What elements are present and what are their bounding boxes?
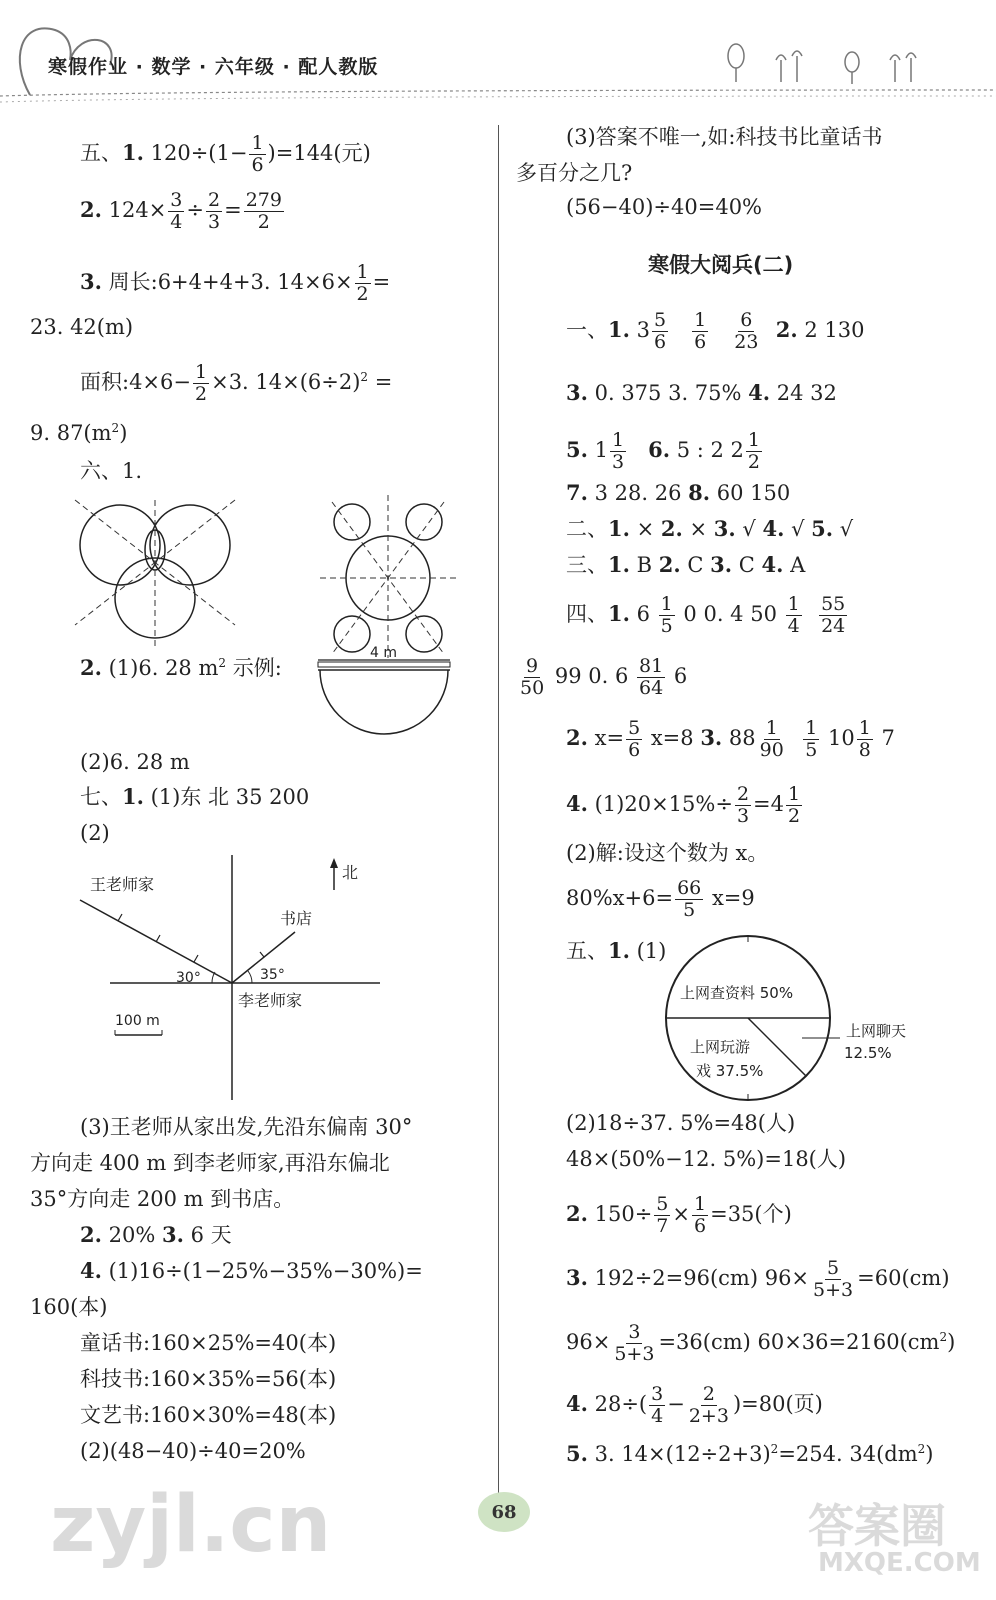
header-title: 寒假作业 · 数学 · 六年级 · 配人教版	[48, 56, 379, 78]
answer-r-1-3: 3. 0. 375 3. 75% 4. 24 32	[566, 380, 837, 405]
angle-35-label: 35°	[260, 967, 285, 983]
answer-7-1-2: (2)	[80, 821, 110, 845]
pie-label-games-pct: 戏 37.5%	[696, 1062, 764, 1080]
column-divider	[498, 125, 499, 1530]
answer-r-4-4: 4. (1)20×15%÷ $\frac{2}{3}$ =4 $\frac{1}{2}$	[566, 783, 801, 827]
answer-7-4-2: (2)(48−40)÷40=20%	[80, 1439, 306, 1463]
semicircle-length-label: 4 m	[370, 645, 397, 661]
answer-r-4-1: 四、1. 6 $\frac{1}{5}$ 0 0. 4 50 $\frac{1}{4}$ $\frac{55}{24}$	[566, 593, 846, 637]
bookstore-label: 书店	[280, 909, 313, 928]
answer-r-5-3: 3. 192÷2=96(cm) 96× $\frac{5}{5+3}$ =60(cm)	[566, 1257, 950, 1301]
answer-5-3: 3. 周长:6+4+4+3. 14×6× $\frac{1}{2}$ =	[80, 261, 391, 305]
answer-r-1-5: 5. 1 $\frac{1}{3}$ 6. 5 : 2 2 $\frac{1}{2}$	[566, 429, 760, 473]
pie-label-games: 上网玩游	[690, 1038, 751, 1056]
answer-r-5-3-b: 96× $\frac{3}{5+3}$ =36(cm) $60\times 36=2160(cm^2)$	[566, 1321, 956, 1365]
answer-6-2: 2. (1)6. 28 $m^2$ 示例:	[80, 655, 282, 680]
watermark-mxqe: 答案圈	[808, 1499, 946, 1553]
answer-r-3-line3: (56−40)÷40=40%	[566, 195, 763, 219]
answer-r-5-1: 五、1. (1)	[566, 938, 667, 963]
answer-r-5-4: 4. 28÷( $\frac{3}{4}$ − $\frac{2}{2+3}$ )=80(页)	[566, 1383, 823, 1427]
answer-r-3-line2: 多百分之几?	[516, 161, 633, 185]
pie-label-chat-pct: 12.5%	[844, 1044, 892, 1062]
watermark-zyjl: zyjl.cn	[50, 1480, 332, 1570]
answer-r-5-2: 2. 150÷ $\frac{5}{7}$ × $\frac{1}{6}$ =35(个)	[566, 1193, 792, 1237]
answer-r-2: 二、1. × 2. × 3. √ 4. √ 5. √	[566, 516, 854, 541]
angle-30-label: 30°	[176, 970, 201, 986]
watermark-mxqe-url: MXQE.COM	[818, 1548, 981, 1578]
answer-r-3: 三、1. B 2. C 3. C 4. A	[566, 552, 806, 577]
direction-map	[70, 850, 410, 1100]
section-title: 寒假大阅兵(二)	[648, 253, 794, 277]
li-home-label: 李老师家	[238, 991, 303, 1010]
answer-7-4-result: 160(本)	[30, 1295, 108, 1319]
answer-7-3-line2: 方向走 400 m 到李老师家,再沿东偏北	[30, 1151, 390, 1175]
answer-r-3-line1: (3)答案不唯一,如:科技书比童话书	[566, 125, 883, 149]
answer-7-2-3: 2. 20% 3. 6 天	[80, 1222, 232, 1247]
answer-5-3-area: 面积:4×6− $\frac{1}{2}$ ×3. $14\times(6\div 2)^2$ =	[80, 361, 393, 405]
answer-r-4-2: 2. x= $\frac{5}{6}$ x=8 3. 88 $\frac{1}{90}$ $\frac{1}{5}$ 10 $\frac{1}{8}$ 7	[566, 717, 895, 761]
answer-7-4: 4. (1)16÷(1−25%−35%−30%)=	[80, 1258, 423, 1283]
pie-label-research: 上网查资料 50%	[680, 984, 794, 1002]
answer-6-1: 六、1.	[80, 459, 143, 483]
answer-r-5-5: 5. 3. $14\times(12\div 2+3)^2=254$. $34(dm^2)$	[566, 1441, 934, 1466]
plant-icon	[728, 44, 916, 84]
answer-7-3-line3: 35°方向走 200 m 到书店。	[30, 1187, 295, 1211]
answer-r-1-7: 7. 3 28. 26 8. 60 150	[566, 480, 791, 505]
scale-label: 100 m	[115, 1013, 160, 1029]
answer-r-4-4-2: (2)解:设这个数为 x。	[566, 841, 769, 865]
wang-home-label: 王老师家	[90, 875, 155, 894]
circle-figures	[70, 490, 480, 660]
answer-r-1-1: 一、1. 3 $\frac{5}{6}$ $\frac{1}{6}$ $\frac{6}{23}$ 2. 2 130	[566, 309, 865, 353]
answer-5-2: 2. 124× $\frac{3}{4}$ ÷ $\frac{2}{3}$ = $\frac{279}{2}$	[80, 189, 282, 233]
answer-7-4-arts: 文艺书:160×30%=48(本)	[80, 1403, 337, 1427]
answer-7-4-science: 科技书:160×35%=56(本)	[80, 1367, 337, 1391]
answer-7-3-line1: (3)王老师从家出发,先沿东偏南 30°	[80, 1115, 413, 1139]
pie-label-chat: 上网聊天	[846, 1022, 907, 1040]
answer-r-4-4-eq: 80%x+6= $\frac{66}{5}$ x=9	[566, 877, 755, 921]
answer-r-5-1-2: (2)18÷37. 5%=48(人)	[566, 1111, 796, 1135]
answer-7-4-fairy: 童话书:160×25%=40(本)	[80, 1331, 337, 1355]
north-label: 北	[342, 863, 359, 882]
answer-5-3-result: 23. 42(m)	[30, 315, 134, 339]
answer-5-1: 五、1. 120÷(1− $\frac{1}{6}$ )=144(元)	[80, 132, 371, 176]
pie-chart	[660, 930, 960, 1110]
answer-6-2-2: (2)6. 28 m	[80, 750, 190, 774]
answer-r-4-1-cont: $\frac{9}{50}$ 99 0. 6 $\frac{81}{64}$ 6	[520, 655, 688, 699]
page-number: 68	[478, 1492, 530, 1532]
semicircle-figure	[300, 640, 470, 750]
answer-7-1: 七、1. (1)东 北 35 200	[80, 784, 310, 809]
answer-r-5-1-3: 48×(50%−12. 5%)=18(人)	[566, 1147, 847, 1171]
answer-5-3-area-result: 9. $87(m^2)$	[30, 421, 128, 445]
